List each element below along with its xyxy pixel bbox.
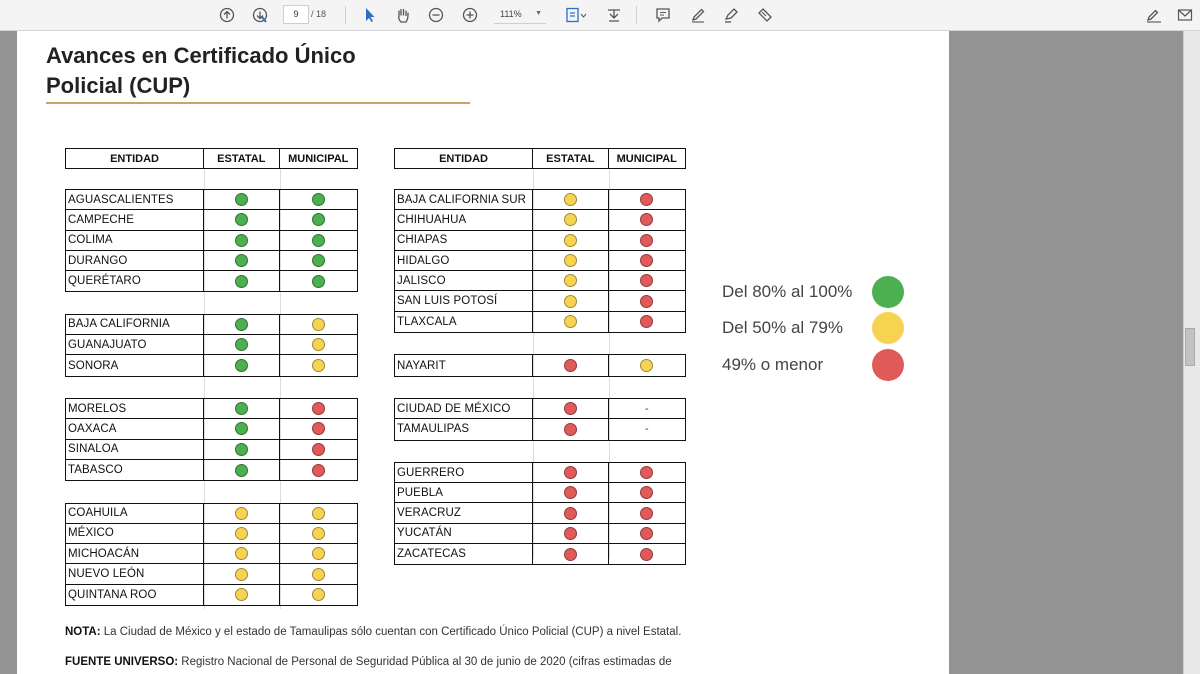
entity-name: HIDALGO [395, 251, 533, 270]
estatal-cell [533, 231, 608, 250]
estatal-cell [204, 251, 279, 270]
municipal-cell [280, 231, 357, 250]
status-yellow-dot [312, 507, 325, 520]
municipal-cell [609, 231, 685, 250]
status-yellow-dot [235, 568, 248, 581]
municipal-cell [280, 399, 357, 418]
entity-name: QUINTANA ROO [66, 585, 204, 605]
source-body: Registro Nacional de Personal de Seguridad Pública al 30 de junio de 2020 (cifras estimadas de [178, 656, 672, 668]
title-underline [46, 102, 470, 104]
table-row [395, 463, 685, 483]
municipal-cell [280, 504, 357, 523]
estatal-cell [204, 355, 279, 375]
status-green-dot [235, 254, 248, 267]
municipal-cell [280, 544, 357, 563]
municipal-cell [280, 251, 357, 270]
note-text [65, 626, 681, 638]
estatal-cell [204, 271, 279, 291]
status-red-dot [312, 402, 325, 415]
municipal-cell [280, 315, 357, 334]
status-green-dot [235, 359, 248, 372]
entity-name: CHIHUAHUA [395, 210, 533, 229]
legend-red-dot [872, 349, 904, 381]
status-yellow-dot [312, 338, 325, 351]
entity-name: DURANGO [66, 251, 204, 270]
zoom-level-select[interactable] [494, 5, 546, 24]
estatal-cell [533, 524, 608, 543]
municipal-cell [609, 210, 685, 229]
status-green-dot [235, 422, 248, 435]
entity-name: SONORA [66, 355, 204, 375]
estatal-cell [533, 483, 608, 502]
table-row [66, 355, 357, 375]
municipal-cell [609, 419, 685, 439]
status-red-dot [640, 254, 653, 267]
table-header [65, 148, 358, 169]
municipal-cell [280, 460, 357, 480]
table-row [66, 190, 357, 210]
municipal-cell [609, 503, 685, 522]
header-entity: ENTIDAD [395, 149, 533, 168]
entity-name: NAYARIT [395, 355, 533, 375]
legend-label: Del 50% al 79% [722, 318, 843, 337]
table-row [395, 271, 685, 291]
table-row [395, 399, 685, 419]
estatal-cell [533, 291, 608, 310]
page-total: / 18 [311, 9, 327, 19]
header-municipal: MUNICIPAL [288, 152, 349, 165]
entity-name: MORELOS [66, 399, 204, 418]
entity-name: ZACATECAS [395, 544, 533, 564]
status-green-dot [235, 213, 248, 226]
status-red-dot [640, 193, 653, 206]
table-row [395, 503, 685, 523]
entity-name: TAMAULIPAS [395, 419, 533, 439]
table-group [65, 503, 358, 606]
entity-name: MICHOACÁN [66, 544, 204, 563]
municipal-cell [609, 312, 685, 332]
status-green-dot [235, 234, 248, 247]
status-green-dot [235, 318, 248, 331]
status-yellow-dot [564, 274, 577, 287]
status-red-dot [312, 464, 325, 477]
entity-name: GUANAJUATO [66, 335, 204, 354]
table-row [395, 355, 685, 375]
table-group [394, 462, 686, 565]
entity-name: JALISCO [395, 271, 533, 290]
toolbar-divider [345, 6, 346, 24]
table-group [394, 398, 686, 441]
entity-name: CAMPECHE [66, 210, 204, 229]
share-icon[interactable] [1174, 4, 1196, 26]
status-yellow-dot [235, 507, 248, 520]
entity-name: TLAXCALA [395, 312, 533, 332]
table-row [66, 271, 357, 291]
legend-item [722, 312, 904, 344]
viewer-gutter [0, 31, 17, 674]
status-red-dot [640, 274, 653, 287]
table-row [66, 460, 357, 480]
table-row [395, 251, 685, 271]
status-red-dot [640, 295, 653, 308]
table-group [65, 398, 358, 481]
municipal-cell [609, 544, 685, 564]
estatal-cell [204, 419, 279, 438]
estatal-cell [204, 564, 279, 583]
table-header [394, 148, 686, 169]
status-green-dot [235, 464, 248, 477]
entity-name: SAN LUIS POTOSÍ [395, 291, 533, 310]
edit-document-icon[interactable] [1143, 4, 1165, 26]
hand-tool-icon[interactable] [392, 4, 414, 26]
estatal-cell [533, 463, 608, 482]
table-row [66, 399, 357, 419]
status-red-dot [564, 402, 577, 415]
status-yellow-dot [312, 318, 325, 331]
status-red-dot [312, 422, 325, 435]
source-text [65, 656, 672, 668]
estatal-cell [204, 524, 279, 543]
next-page-icon[interactable] [249, 4, 271, 26]
legend-item [722, 276, 904, 308]
entity-name: OAXACA [66, 419, 204, 438]
status-red-dot [640, 234, 653, 247]
table-row [395, 419, 685, 439]
entity-name: CHIAPAS [395, 231, 533, 250]
entity-name: BAJA CALIFORNIA [66, 315, 204, 334]
status-yellow-dot [235, 527, 248, 540]
entity-name: NUEVO LEÓN [66, 564, 204, 583]
municipal-cell [609, 483, 685, 502]
estatal-cell [533, 251, 608, 270]
table-row [66, 315, 357, 335]
entity-name: COLIMA [66, 231, 204, 250]
municipal-cell [280, 419, 357, 438]
table-row [66, 544, 357, 564]
select-tool-icon[interactable] [359, 4, 381, 26]
municipal-cell [280, 210, 357, 229]
status-green-dot [312, 213, 325, 226]
document-page [17, 31, 949, 674]
estatal-cell [533, 210, 608, 229]
status-yellow-dot [564, 295, 577, 308]
status-yellow-dot [564, 234, 577, 247]
header-state: ESTATAL [533, 149, 608, 168]
estatal-cell [204, 544, 279, 563]
table-row [395, 231, 685, 251]
estatal-cell [533, 271, 608, 290]
status-yellow-dot [312, 527, 325, 540]
source-label: FUENTE UNIVERSO: [65, 656, 179, 668]
status-yellow-dot [564, 254, 577, 267]
entity-name: GUERRERO [395, 463, 533, 482]
status-green-dot [235, 338, 248, 351]
table-row [66, 564, 357, 584]
status-green-dot [312, 234, 325, 247]
municipal-cell [609, 524, 685, 543]
table-row [66, 335, 357, 355]
status-red-dot [564, 359, 577, 372]
estatal-cell [204, 210, 279, 229]
pen-icon[interactable] [687, 4, 709, 26]
status-yellow-dot [312, 588, 325, 601]
status-red-dot [564, 527, 577, 540]
status-red-dot [312, 443, 325, 456]
page-number-input[interactable]: 9 [283, 5, 309, 24]
status-red-dot [640, 315, 653, 328]
estatal-cell [533, 312, 608, 332]
status-yellow-dot [312, 568, 325, 581]
not-applicable-dash: - [644, 423, 649, 436]
legend-item [722, 349, 904, 381]
zoom-in-icon[interactable] [459, 4, 481, 26]
status-red-dot [564, 507, 577, 520]
municipal-cell [280, 564, 357, 583]
status-red-dot [564, 486, 577, 499]
table-row [66, 210, 357, 230]
estatal-cell [533, 544, 608, 564]
entity-name: VERACRUZ [395, 503, 533, 522]
municipal-cell [280, 585, 357, 605]
entity-name: QUERÉTARO [66, 271, 204, 291]
page-title-line1: Avances en Certificado Único [46, 43, 356, 68]
municipal-cell [280, 271, 357, 291]
highlight-icon[interactable] [720, 4, 742, 26]
table-row [66, 231, 357, 251]
not-applicable-dash: - [644, 402, 649, 415]
table-group [65, 189, 358, 292]
entity-name: TABASCO [66, 460, 204, 480]
status-red-dot [564, 548, 577, 561]
table-group [394, 354, 686, 376]
sign-tool-icon[interactable] [603, 4, 625, 26]
estatal-cell [533, 190, 608, 209]
table-row [395, 210, 685, 230]
status-yellow-dot [312, 547, 325, 560]
municipal-cell [609, 399, 685, 418]
status-green-dot [235, 402, 248, 415]
pdf-toolbar [0, 0, 1200, 31]
municipal-cell [609, 251, 685, 270]
municipal-cell [609, 291, 685, 310]
estatal-cell [204, 585, 279, 605]
status-green-dot [312, 275, 325, 288]
page-title-line2: Policial (CUP) [46, 73, 191, 98]
legend-label: Del 80% al 100% [722, 282, 853, 301]
legend-yellow-dot [872, 312, 904, 344]
table-row [66, 251, 357, 271]
scrollbar-thumb[interactable] [1185, 328, 1195, 366]
fit-page-icon[interactable] [562, 4, 592, 26]
previous-page-icon[interactable] [216, 4, 238, 26]
table-row [395, 190, 685, 210]
municipal-cell [280, 335, 357, 354]
page-title [46, 41, 356, 101]
status-red-dot [640, 527, 653, 540]
municipal-cell [280, 440, 357, 459]
municipal-cell [609, 190, 685, 209]
entity-name: SINALOA [66, 440, 204, 459]
entity-name: AGUASCALIENTES [66, 190, 204, 209]
note-body: La Ciudad de México y el estado de Tamaulipas sólo cuentan con Certificado Único Policial (CUP) a nivel Estatal. [100, 626, 682, 638]
status-red-dot [640, 213, 653, 226]
estatal-cell [204, 335, 279, 354]
status-red-dot [564, 466, 577, 479]
status-yellow-dot [640, 359, 653, 372]
table-row [66, 524, 357, 544]
status-red-dot [640, 548, 653, 561]
comment-icon[interactable] [652, 4, 674, 26]
status-green-dot [235, 275, 248, 288]
entity-name: COAHUILA [66, 504, 204, 523]
zoom-level-value: 111% [500, 9, 522, 19]
estatal-cell [533, 503, 608, 522]
municipal-cell [609, 355, 685, 375]
status-red-dot [564, 423, 577, 436]
municipal-cell [609, 271, 685, 290]
table-group [65, 314, 358, 377]
note-label: NOTA: [65, 626, 101, 638]
table-row [395, 312, 685, 332]
table-row [66, 504, 357, 524]
status-red-dot [640, 466, 653, 479]
estatal-cell [533, 399, 608, 418]
estatal-cell [204, 190, 279, 209]
header-state: ESTATAL [204, 149, 279, 168]
status-yellow-dot [564, 315, 577, 328]
entity-name: CIUDAD DE MÉXICO [395, 399, 533, 418]
table-row [66, 440, 357, 460]
status-red-dot [640, 507, 653, 520]
status-green-dot [312, 254, 325, 267]
estatal-cell [533, 355, 608, 375]
status-green-dot [312, 193, 325, 206]
table-group [394, 189, 686, 333]
table-row [66, 585, 357, 605]
status-yellow-dot [235, 547, 248, 560]
municipal-cell [280, 524, 357, 543]
entity-name: PUEBLA [395, 483, 533, 502]
municipal-cell [280, 355, 357, 375]
estatal-cell [204, 440, 279, 459]
entity-name: BAJA CALIFORNIA SUR [395, 190, 533, 209]
zoom-out-icon[interactable] [425, 4, 447, 26]
estatal-cell [533, 419, 608, 439]
table-row [395, 483, 685, 503]
chevron-down-icon: ▼ [535, 10, 542, 17]
municipal-cell [609, 463, 685, 482]
erase-icon[interactable] [754, 4, 776, 26]
municipal-cell [280, 190, 357, 209]
legend-label: 49% o menor [722, 355, 824, 374]
estatal-cell [204, 460, 279, 480]
status-yellow-dot [564, 213, 577, 226]
table-row [395, 544, 685, 564]
status-yellow-dot [564, 193, 577, 206]
status-green-dot [235, 443, 248, 456]
legend-green-dot [872, 276, 904, 308]
status-red-dot [640, 486, 653, 499]
status-green-dot [235, 193, 248, 206]
estatal-cell [204, 399, 279, 418]
header-entity: ENTIDAD [66, 149, 204, 168]
estatal-cell [204, 231, 279, 250]
status-yellow-dot [235, 588, 248, 601]
estatal-cell [204, 504, 279, 523]
table-row [395, 524, 685, 544]
toolbar-divider [636, 6, 637, 24]
status-yellow-dot [312, 359, 325, 372]
entity-name: MÉXICO [66, 524, 204, 543]
estatal-cell [204, 315, 279, 334]
table-row [66, 419, 357, 439]
table-row [395, 291, 685, 311]
header-municipal: MUNICIPAL [616, 152, 677, 165]
entity-name: YUCATÁN [395, 524, 533, 543]
